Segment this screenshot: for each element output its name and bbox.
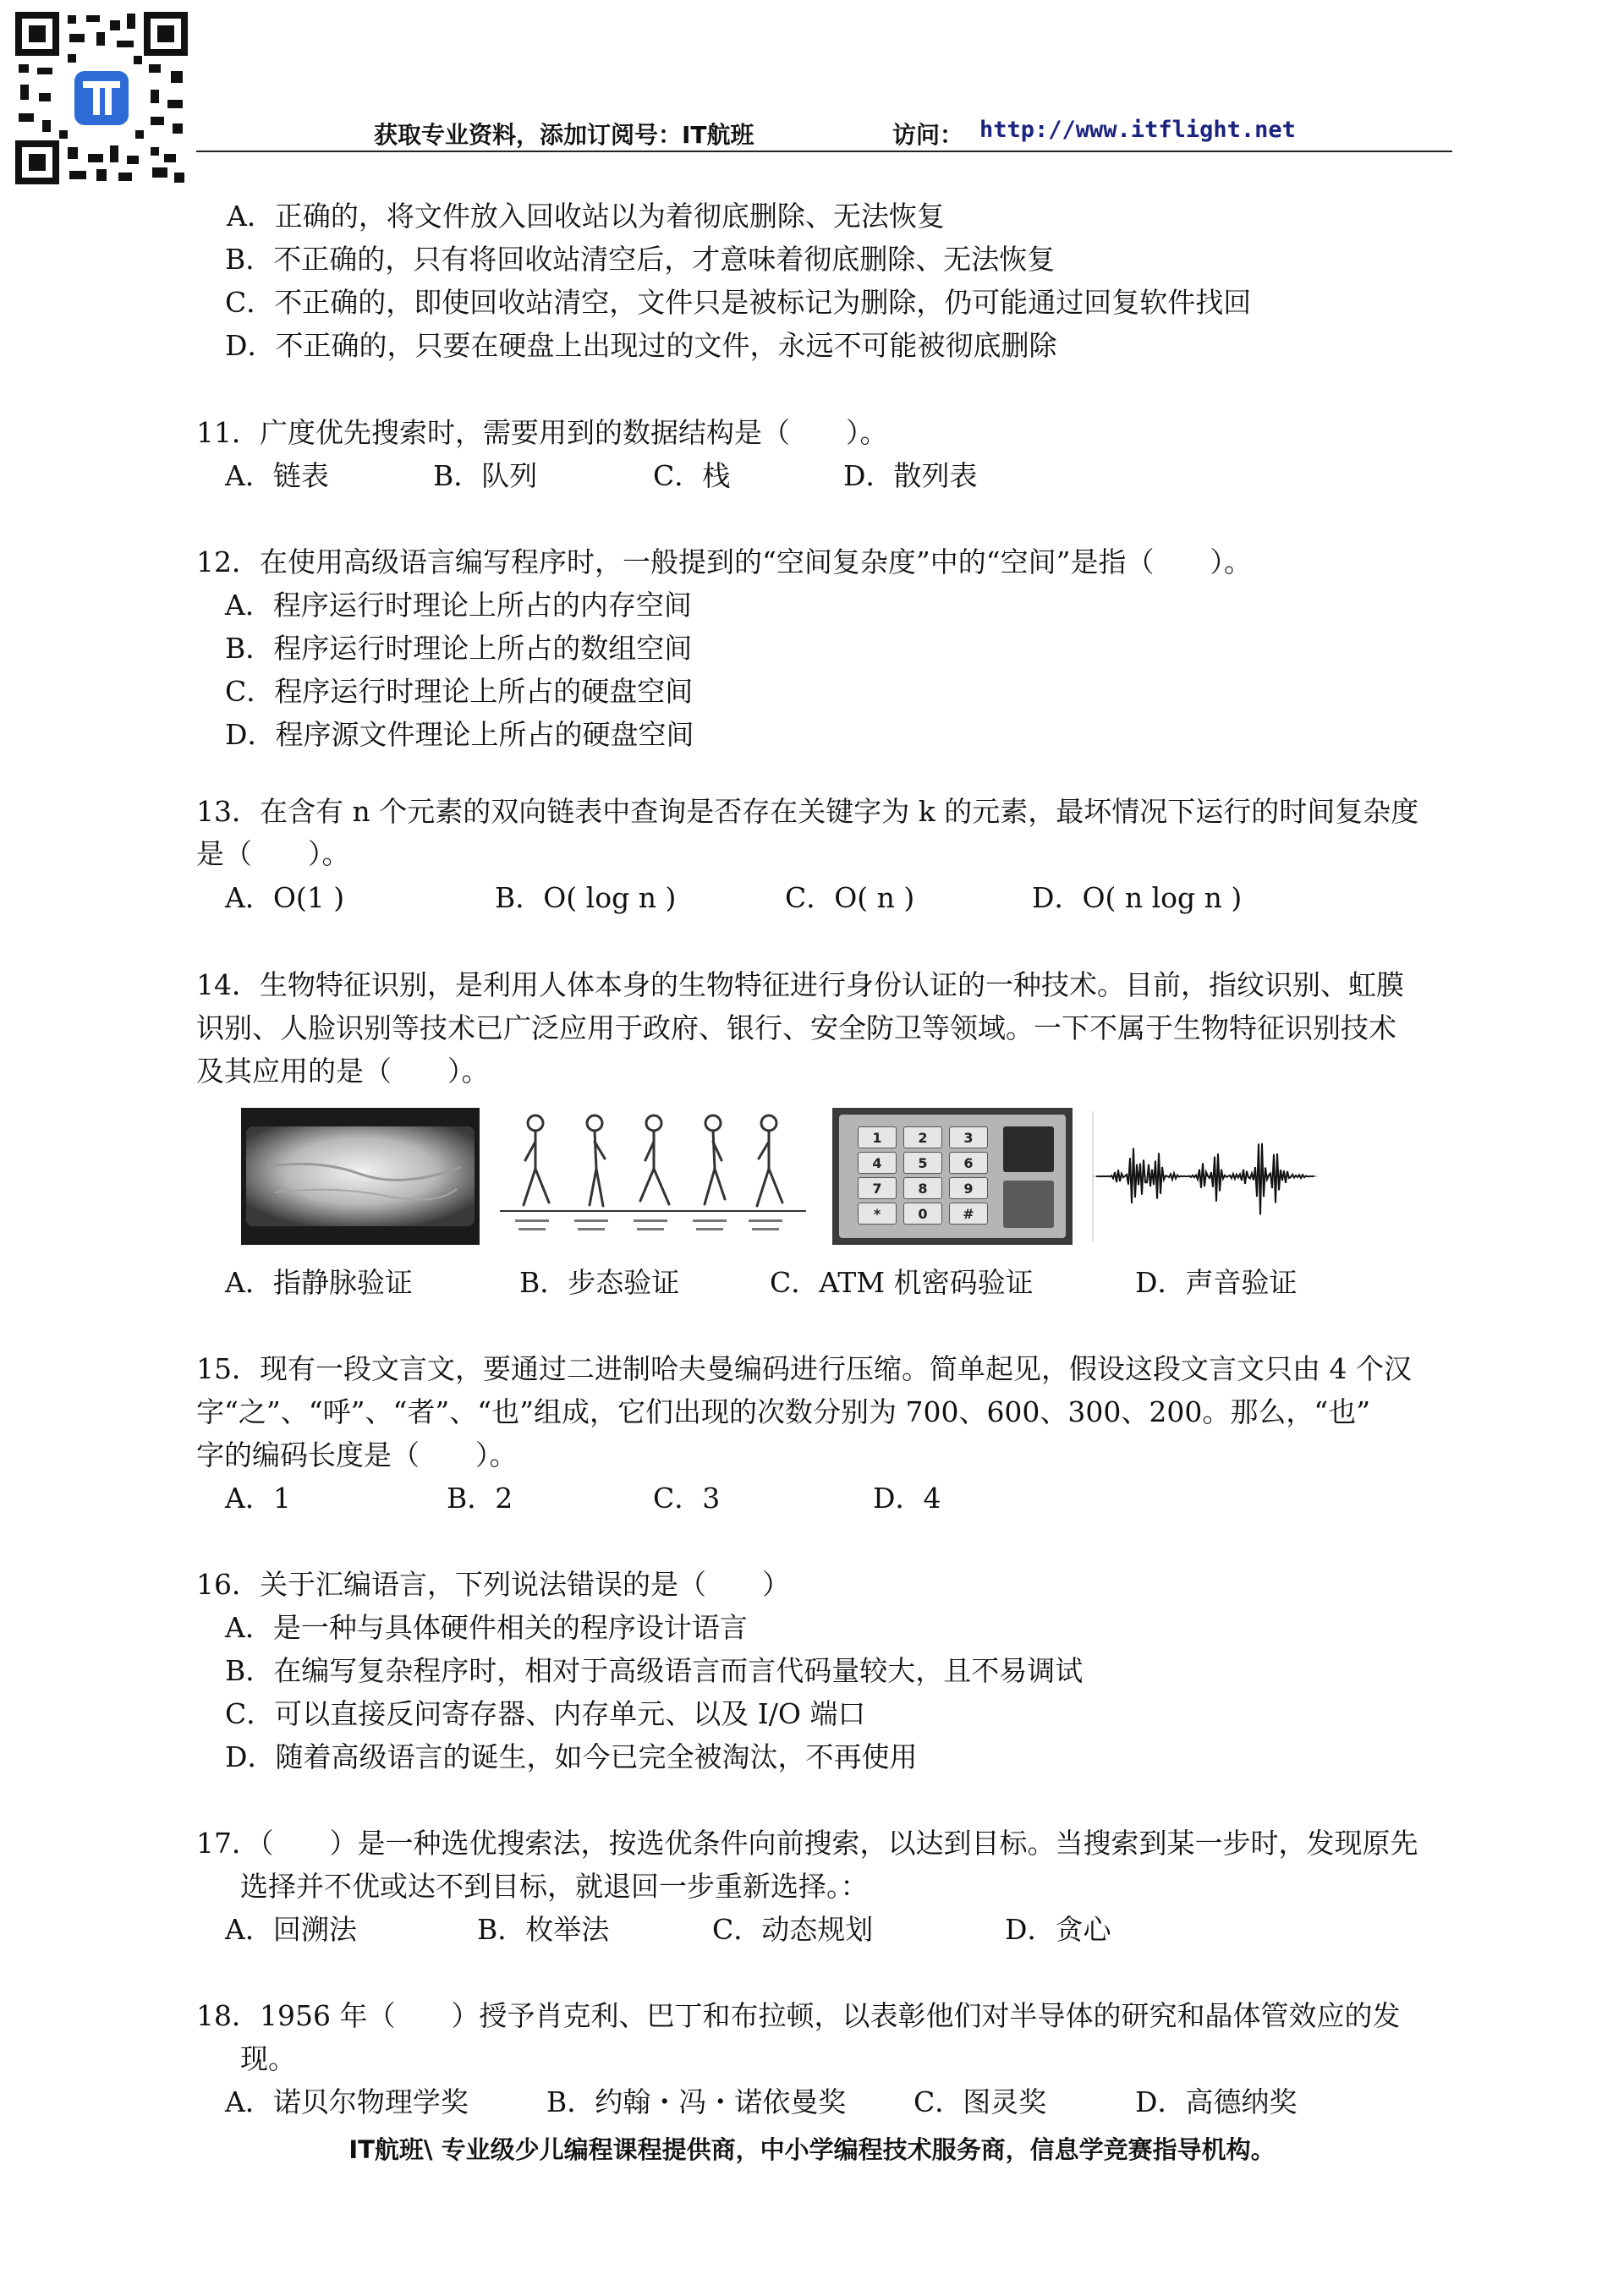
q14-option-d: D．声音验证	[1135, 1266, 1298, 1299]
atm-card-slot	[1003, 1126, 1054, 1172]
page-footer: IT航班\ 专业级少儿编程课程提供商，中小学编程技术服务商，信息学竞赛指导机构。	[348, 2135, 1276, 2164]
atm-function-keys	[1003, 1181, 1054, 1228]
q18-option-c: C．图灵奖	[914, 2085, 1047, 2118]
header-slogan: 获取专业资料，添加订阅号：IT航班	[374, 121, 754, 149]
q10-option-b: B．不正确的，只有将回收站清空后，才意味着彻底删除、无法恢复	[225, 243, 1056, 276]
q11-option-c: C．栈	[653, 459, 731, 492]
keypad-key: *	[858, 1203, 897, 1225]
q11-stem: 11．广度优先搜索时，需要用到的数据结构是（ ）。	[196, 416, 888, 449]
q15-option-b: B．2	[447, 1482, 513, 1515]
q12-option-b: B．程序运行时理论上所占的数组空间	[225, 632, 693, 665]
q18-option-d: D．高德纳奖	[1135, 2085, 1298, 2118]
q12-stem: 12．在使用高级语言编写程序时，一般提到的“空间复杂度”中的“空间”是指（ ）。	[196, 545, 1252, 578]
q17-stem-line1: 17．（ ）是一种选优搜索法，按选优条件向前搜索，以达到目标。当搜索到某一步时，发现原先	[196, 1827, 1418, 1860]
qr-code	[15, 12, 188, 184]
header-url-link[interactable]: http://www.itflight.net	[979, 117, 1296, 143]
q13-stem-line1: 13．在含有 n 个元素的双向链表中查询是否存在关键字为 k 的元素，最坏情况下运行的时间复杂度	[196, 795, 1419, 828]
q14-stem-line1: 14．生物特征识别，是利用人体本身的生物特征进行身份认证的一种技术。目前，指纹识别、虹膜	[196, 968, 1404, 1001]
q17-stem-line2: 选择并不优或达不到目标，就退回一步重新选择。：	[240, 1870, 869, 1903]
atm-keypad-image	[832, 1108, 1073, 1245]
keypad-key: 0	[903, 1203, 942, 1225]
q17-option-a: A．回溯法	[225, 1913, 357, 1946]
keypad-grid	[858, 1126, 993, 1228]
q14-option-a: A．指静脉验证	[225, 1266, 413, 1299]
q17-option-b: B．枚举法	[477, 1913, 610, 1946]
voice-waveform-image	[1084, 1108, 1323, 1245]
q13-stem-line2: 是（ ）。	[196, 837, 350, 870]
keypad-key: 5	[903, 1152, 942, 1174]
q12-option-d: D．程序源文件理论上所占的硬盘空间	[225, 718, 694, 751]
q15-stem-line2: 字“之”、“呼”、“者”、“也”组成，它们出现的次数分别为 700、600、300、200。那么，“也”	[196, 1395, 1371, 1428]
keypad-key: 6	[949, 1152, 988, 1174]
q18-options	[0, 2085, 1624, 2119]
keypad-key: 1	[858, 1126, 897, 1148]
q12-option-a: A．程序运行时理论上所占的内存空间	[225, 589, 692, 622]
q11-option-d: D．散列表	[843, 459, 978, 492]
finger-vein-image	[241, 1108, 480, 1245]
q14-stem-line3: 及其应用的是（ ）。	[196, 1055, 490, 1088]
q16-option-d: D．随着高级语言的诞生，如今已完全被淘汰，不再使用	[225, 1740, 918, 1773]
q15-option-c: C．3	[653, 1482, 721, 1515]
keypad-key: 4	[858, 1152, 897, 1174]
q10-option-c: C．不正确的，即使回收站清空，文件只是被标记为删除，仍可能通过回复软件找回	[225, 286, 1252, 319]
q15-stem-line1: 15．现有一段文言文，要通过二进制哈夫曼编码进行压缩。简单起见，假设这段文言文只由 4 个汉	[196, 1352, 1412, 1385]
q12-option-c: C．程序运行时理论上所占的硬盘空间	[225, 675, 694, 708]
q14-stem-line2: 识别、人脸识别等技术已广泛应用于政府、银行、安全防卫等领域。一下不属于生物特征识别技术	[196, 1011, 1396, 1044]
keypad-key: 9	[949, 1177, 988, 1199]
q13-option-c: C．O( n )	[785, 881, 915, 914]
q13-option-b: B．O( log n )	[495, 881, 677, 914]
q11-option-a: A．链表	[225, 459, 329, 492]
keypad-key: #	[949, 1203, 988, 1225]
q17-option-c: C．动态规划	[712, 1913, 874, 1946]
q18-option-b: B．约翰・冯・诺依曼奖	[546, 2085, 847, 2118]
keypad-key: 8	[903, 1177, 942, 1199]
q15-option-d: D．4	[873, 1482, 941, 1515]
q10-option-a: A．正确的，将文件放入回收站以为着彻底删除、无法恢复	[227, 200, 945, 233]
q14-option-c: C．ATM 机密码验证	[770, 1266, 1034, 1299]
q10-option-d: D．不正确的，只要在硬盘上出现过的文件，永远不可能被彻底删除	[225, 329, 1057, 362]
q16-stem: 16．关于汇编语言，下列说法错误的是（ ）	[196, 1568, 790, 1601]
q16-option-a: A．是一种与具体硬件相关的程序设计语言	[225, 1611, 748, 1644]
q16-option-b: B．在编写复杂程序时，相对于高级语言而言代码量较大，且不易调试	[225, 1654, 1084, 1687]
q11-options	[0, 459, 1624, 493]
q15-stem-line3: 字的编码长度是（ ）。	[196, 1438, 518, 1471]
keypad-key: 7	[858, 1177, 897, 1199]
q14-options	[0, 1266, 1624, 1300]
keypad-key: 3	[949, 1126, 988, 1148]
q16-option-c: C．可以直接反问寄存器、内存单元、以及 I/O 端口	[225, 1697, 866, 1730]
header-visit-label: 访问：	[892, 121, 964, 149]
q17-option-d: D．贪心	[1005, 1913, 1111, 1946]
q14-option-b: B．步态验证	[519, 1266, 680, 1299]
q15-options	[0, 1482, 1624, 1515]
q18-option-a: A．诺贝尔物理学奖	[225, 2085, 469, 2118]
q18-stem-line1: 18．1956 年（ ）授予肖克利、巴丁和布拉顿，以表彰他们对半导体的研究和晶体管效应的发	[196, 1999, 1401, 2032]
q11-option-b: B．队列	[433, 459, 538, 492]
header-divider	[196, 151, 1452, 152]
gait-image	[493, 1108, 813, 1245]
q15-option-a: A．1	[225, 1482, 291, 1515]
q17-options	[0, 1913, 1624, 1947]
q18-stem-line2: 现。	[240, 2042, 296, 2075]
q13-option-a: A．O(1 )	[225, 881, 345, 914]
q13-option-d: D．O( n log n )	[1032, 881, 1243, 914]
q13-options	[0, 881, 1624, 915]
keypad-key: 2	[903, 1126, 942, 1148]
